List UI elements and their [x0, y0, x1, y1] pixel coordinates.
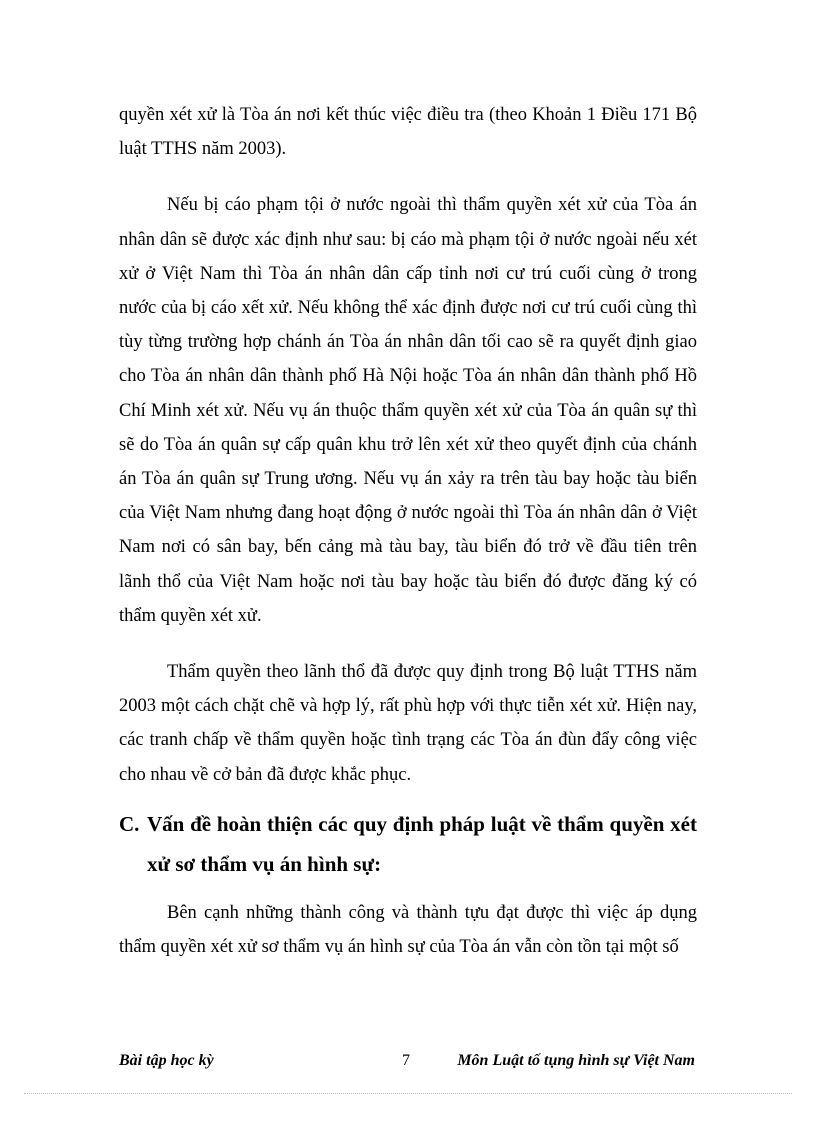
- section-heading: [119, 804, 697, 884]
- paragraph-foreign-crimes: Nếu bị cáo phạm tội ở nước ngoài thì thẩm quyền xét xử của Tòa án nhân dân sẽ được xác định như sau: bị cáo mà phạm tội ở nước ngoài nếu xét xử ở Việt Nam thì Tòa án nhân dân cấp tỉnh nơi cư trú cuối cùng ở trong nước của bị cáo xết xử. Nếu không thể xác định được nơi cư trú cuối cùng thì tùy từng trường hợp chánh án Tòa án nhân dân tối cao sẽ ra quyết định giao cho Tòa án nhân dân thành phố Hà Nội hoặc Tòa án nhân dân thành phố Hồ Chí Minh xét xử. Nếu vụ án thuộc thẩm quyền xét xử của Tòa án quân sự thì sẽ do Tòa án quân sự cấp quân khu trở lên xét xử theo quyết định của chánh án Tòa án quân sự Trung ương. Nếu vụ án xảy ra trên tàu bay hoặc tàu biển của Việt Nam nhưng đang hoạt động ở nước ngoài thì Tòa án nhân dân ở Việt Nam nơi có sân bay, bến cảng mà tàu bay, tàu biển đó trở về đầu tiên trên lãnh thổ của Việt Nam hoặc nơi tàu bay hoặc tàu biển đó được đăng ký có thẩm quyền xét xử.: [119, 195, 697, 626]
- paragraph-gap: [119, 633, 697, 655]
- paragraph-territorial-jurisdiction: Thẩm quyền theo lãnh thổ đã được quy định trong Bộ luật TTHS năm 2003 một cách chặt chẽ và hợp lý, rất phù hợp với thực tiễn xét xử. Hiện nay, các tranh chấp về thẩm quyền hoặc tình trạng các Tòa án đùn đẩy công việc cho nhau về cở bản đã được khắc phục.: [119, 662, 697, 785]
- page-number: 7: [402, 1052, 410, 1069]
- page-footer: [119, 1052, 695, 1076]
- paragraph-section-c-intro: Bên cạnh những thành công và thành tựu đạt được thì việc áp dụng thẩm quyền xét xử sơ thẩm vụ án hình sự của Tòa án vẫn còn tồn tại một số: [119, 902, 697, 958]
- paragraph-continuation: quyền xét xử là Tòa án nơi kết thúc việc điều tra (theo Khoản 1 Điều 171 Bộ luật TTHS năm 2003).: [119, 105, 697, 160]
- page-content: [119, 98, 697, 964]
- footer-right-text: Môn Luật tố tụng hình sự Việt Nam: [457, 1052, 695, 1069]
- heading-gap: [119, 792, 697, 804]
- page-bottom-divider: [24, 1093, 792, 1094]
- footer-left-text: Bài tập học kỳ: [119, 1052, 214, 1069]
- section-letter: C.: [119, 811, 140, 836]
- paragraph-gap: [119, 166, 697, 188]
- section-heading-text: Vấn đề hoàn thiện các quy định pháp luật về thẩm quyền xét xử sơ thẩm vụ án hình sự:: [147, 811, 697, 876]
- heading-gap: [119, 884, 697, 896]
